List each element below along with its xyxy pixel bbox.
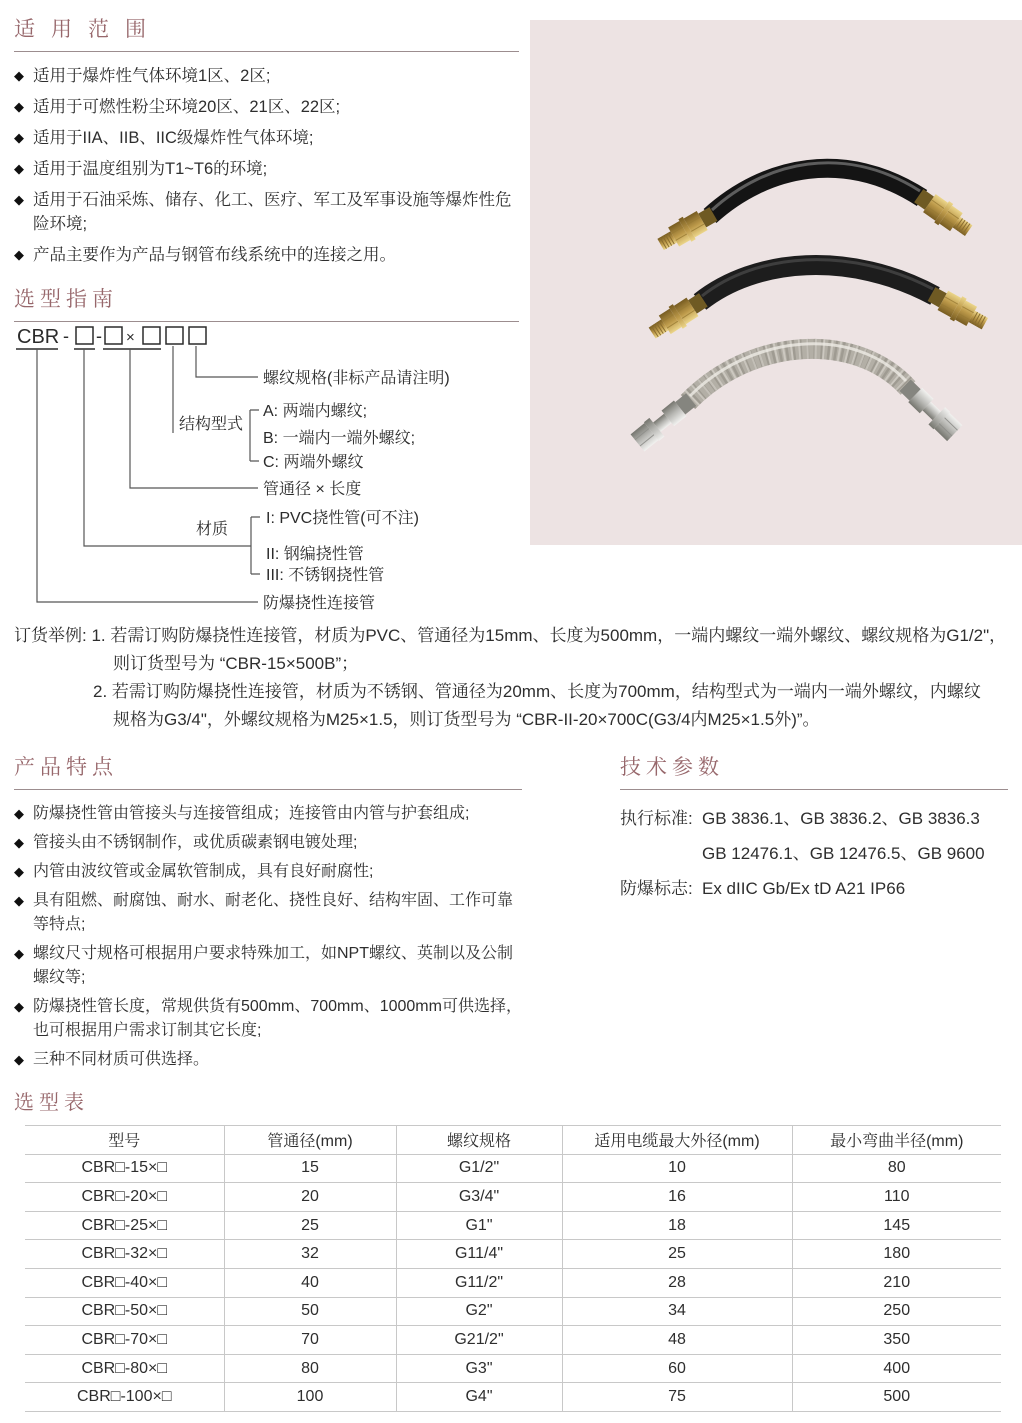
tech-exec-value-line1: GB 3836.1、GB 3836.2、GB 3836.3 <box>702 809 980 828</box>
header-min-bend-radius: 最小弯曲半径(mm) <box>792 1126 1001 1155</box>
table-row <box>25 1154 1001 1183</box>
diagram-lines <box>37 346 260 602</box>
features-rule <box>14 789 522 790</box>
list-item <box>14 64 519 88</box>
cell-thread: G1" <box>396 1211 562 1240</box>
hose-top-black-glossy <box>654 163 976 256</box>
brass-fitting <box>645 289 710 344</box>
bullet-diamond-icon: ◆ <box>14 192 24 207</box>
tech-row-standards <box>620 801 1008 836</box>
list-item <box>14 95 519 119</box>
label-product-name: 防爆挠性连接管 <box>263 595 376 612</box>
cell-thread: G4" <box>396 1383 562 1412</box>
list-item <box>14 831 522 855</box>
list-item <box>14 860 522 884</box>
list-item <box>14 995 522 1043</box>
scope-title: 适用范围 <box>14 18 162 41</box>
product-photo <box>530 20 1022 545</box>
tech-exec-label: 执行标准: <box>620 809 693 828</box>
bullet-diamond-icon: ◆ <box>14 893 24 908</box>
code-box-thread <box>189 327 206 344</box>
cell-diameter: 15 <box>224 1154 396 1183</box>
tech-exec-value-line2: GB 12476.1、GB 12476.5、GB 9600 <box>702 844 985 863</box>
cell-thread: G11/4" <box>396 1240 562 1269</box>
scope-rule <box>14 51 519 52</box>
bullet-diamond-icon: ◆ <box>14 946 24 961</box>
code-dash: - <box>96 326 102 346</box>
structure-option-b: B: 一端内一端外螺纹; <box>263 430 416 447</box>
list-item-text: 具有阻燃、耐腐蚀、耐水、耐老化、挠性良好、结构牢固、工作可靠等特点; <box>33 892 514 933</box>
list-item-text: 产品主要作为产品与钢管布线系统中的连接之用。 <box>33 246 396 264</box>
table-row <box>25 1326 1001 1355</box>
table-row <box>25 1183 1001 1212</box>
list-item-text: 适用于温度组别为T1~T6的环境; <box>33 160 268 178</box>
cell-max-cable-od: 16 <box>562 1183 792 1212</box>
list-item-text: 防爆挠性管由管接头与连接管组成；连接管由内管与护套组成; <box>33 805 470 822</box>
code-dash: - <box>63 326 69 346</box>
cell-model: CBR□-50×□ <box>25 1297 224 1326</box>
cell-min-bend-radius: 500 <box>792 1383 1001 1412</box>
cell-diameter: 25 <box>224 1211 396 1240</box>
cell-diameter: 100 <box>224 1383 396 1412</box>
cell-max-cable-od: 10 <box>562 1154 792 1183</box>
list-item-text: 适用于爆炸性气体环境1区、2区; <box>33 67 271 85</box>
tech-row-ex-mark <box>620 871 1008 906</box>
code-box-material <box>76 327 93 344</box>
cell-thread: G2" <box>396 1297 562 1326</box>
table-row <box>25 1211 1001 1240</box>
material-option-2: II: 钢编挠性管 <box>266 546 364 563</box>
label-thread-spec: 螺纹规格(非标产品请注明) <box>263 370 450 387</box>
code-box-diameter <box>105 327 122 344</box>
features-list <box>14 802 522 1072</box>
cell-model: CBR□-25×□ <box>25 1211 224 1240</box>
brass-fitting <box>654 203 720 256</box>
cell-max-cable-od: 48 <box>562 1326 792 1355</box>
cell-max-cable-od: 18 <box>562 1211 792 1240</box>
list-item-text: 适用于可燃性粉尘环境20区、21区、22区; <box>33 98 341 116</box>
ordering-line: 则订货型号为 “CBR-15×500B”； <box>113 654 359 673</box>
code-prefix: CBR <box>17 326 60 348</box>
selection-table-section <box>14 1086 1009 1412</box>
code-box-length <box>143 327 160 344</box>
tech-ex-mark-value: Ex dIIC Gb/Ex tD A21 IP66 <box>702 879 906 898</box>
bullet-diamond-icon: ◆ <box>14 864 24 879</box>
cell-max-cable-od: 28 <box>562 1268 792 1297</box>
bullet-diamond-icon: ◆ <box>14 130 24 145</box>
table-header-row <box>25 1126 1001 1155</box>
tech-params-section <box>620 751 1008 906</box>
list-item <box>14 126 519 150</box>
list-item-text: 适用于IIA、IIB、IIC级爆炸性气体环境; <box>33 129 314 147</box>
hose-middle-black <box>645 260 991 344</box>
cell-max-cable-od: 25 <box>562 1240 792 1269</box>
header-model: 型号 <box>25 1126 224 1155</box>
cell-thread: G11/2" <box>396 1268 562 1297</box>
list-item-text: 三种不同材质可供选择。 <box>33 1051 210 1068</box>
cell-diameter: 40 <box>224 1268 396 1297</box>
cell-thread: G1/2" <box>396 1154 562 1183</box>
guide-rule <box>14 321 519 322</box>
cell-model: CBR□-100×□ <box>25 1383 224 1412</box>
bullet-diamond-icon: ◆ <box>14 1052 24 1067</box>
table-row <box>25 1383 1001 1412</box>
header-max-cable-od: 适用电缆最大外径(mm) <box>562 1126 792 1155</box>
material-option-1: I: PVC挠性管(可不注) <box>266 510 419 527</box>
structure-option-c: C: 两端外螺纹 <box>263 454 364 471</box>
selection-table <box>25 1125 1001 1412</box>
list-item <box>14 157 519 181</box>
table-row <box>25 1240 1001 1269</box>
brass-fitting <box>911 185 976 241</box>
selection-table-title: 选型表 <box>14 1092 89 1114</box>
cell-diameter: 70 <box>224 1326 396 1355</box>
ordering-examples <box>14 622 1016 734</box>
table-row <box>25 1354 1001 1383</box>
tech-ex-mark-label: 防爆标志: <box>620 879 693 898</box>
list-item <box>14 942 522 990</box>
material-option-3: III: 不锈钢挠性管 <box>266 567 385 584</box>
cell-min-bend-radius: 210 <box>792 1268 1001 1297</box>
cell-model: CBR□-40×□ <box>25 1268 224 1297</box>
bullet-diamond-icon: ◆ <box>14 161 24 176</box>
list-item <box>14 243 519 267</box>
list-item-text: 防爆挠性管长度，常规供货有500mm、700mm、1000mm可供选择，也可根据用户需求订制其它长度; <box>33 998 522 1039</box>
tech-title: 技术参数 <box>620 756 724 779</box>
ordering-line: 订货举例: 1. 若需订购防爆挠性连接管，材质为PVC、管通径为15mm、长度为500mm，一端内螺纹一端外螺纹、螺纹规格为G1/2"， <box>14 626 1007 645</box>
tech-exec-label-spacer <box>620 836 702 871</box>
ordering-line: 2. 若需订购防爆挠性连接管，材质为不锈钢、管通径为20mm、长度为700mm，结构型式为一端内一端外螺纹，内螺纹 <box>93 682 981 701</box>
model-code-diagram <box>0 325 520 625</box>
cell-min-bend-radius: 400 <box>792 1354 1001 1383</box>
list-item-text: 内管由波纹管或金属软管制成，具有良好耐腐性; <box>33 863 374 880</box>
cell-diameter: 50 <box>224 1297 396 1326</box>
cell-model: CBR□-20×□ <box>25 1183 224 1212</box>
ordering-line: 规格为G3/4"，外螺纹规格为M25×1.5，则订货型号为 “CBR-II-20×700C(G3/4内M25×1.5外)”。 <box>113 710 820 729</box>
cell-thread: G3/4" <box>396 1183 562 1212</box>
scope-section <box>14 13 519 274</box>
structure-option-a: A: 两端内螺纹; <box>263 403 368 420</box>
cell-max-cable-od: 60 <box>562 1354 792 1383</box>
cell-min-bend-radius: 110 <box>792 1183 1001 1212</box>
table-row <box>25 1268 1001 1297</box>
features-title: 产品特点 <box>14 756 118 779</box>
cell-min-bend-radius: 180 <box>792 1240 1001 1269</box>
code-times: × <box>126 329 135 346</box>
bullet-diamond-icon: ◆ <box>14 835 24 850</box>
list-item-text: 管接头由不锈钢制作，或优质碳素钢电镀处理; <box>33 834 358 851</box>
tech-rule <box>620 789 1008 790</box>
features-section <box>14 751 522 1077</box>
list-item <box>14 1048 522 1072</box>
cell-max-cable-od: 75 <box>562 1383 792 1412</box>
bullet-diamond-icon: ◆ <box>14 99 24 114</box>
tech-rows <box>620 801 1008 906</box>
bullet-diamond-icon: ◆ <box>14 68 24 83</box>
cell-model: CBR□-32×□ <box>25 1240 224 1269</box>
cell-model: CBR□-80×□ <box>25 1354 224 1383</box>
product-photo-illustration <box>530 20 1022 545</box>
tech-row-standards-cont <box>620 836 1008 871</box>
cell-min-bend-radius: 145 <box>792 1211 1001 1240</box>
label-material: 材质 <box>196 521 229 538</box>
list-item-text: 适用于石油采炼、储存、化工、医疗、军工及军事设施等爆炸性危险环境; <box>33 191 512 233</box>
cell-min-bend-radius: 80 <box>792 1154 1001 1183</box>
cell-model: CBR□-15×□ <box>25 1154 224 1183</box>
bullet-diamond-icon: ◆ <box>14 806 24 821</box>
cell-diameter: 20 <box>224 1183 396 1212</box>
header-thread: 螺纹规格 <box>396 1126 562 1155</box>
steel-fitting <box>630 390 699 452</box>
scope-list <box>14 64 519 267</box>
cell-thread: G21/2" <box>396 1326 562 1355</box>
cell-min-bend-radius: 350 <box>792 1326 1001 1355</box>
guide-title: 选型指南 <box>14 288 118 311</box>
cell-min-bend-radius: 250 <box>792 1297 1001 1326</box>
code-box-structure <box>166 327 183 344</box>
hose-bottom-braided <box>630 344 963 452</box>
guide-section-header <box>14 283 519 322</box>
cell-max-cable-od: 34 <box>562 1297 792 1326</box>
list-item <box>14 188 519 236</box>
bullet-diamond-icon: ◆ <box>14 999 24 1014</box>
label-structure-type: 结构型式 <box>179 416 244 433</box>
list-item <box>14 802 522 826</box>
label-size: 管通径 × 长度 <box>263 481 362 498</box>
table-row <box>25 1297 1001 1326</box>
header-diameter: 管通径(mm) <box>224 1126 396 1155</box>
cell-model: CBR□-70×□ <box>25 1326 224 1355</box>
list-item-text: 螺纹尺寸规格可根据用户要求特殊加工，如NPT螺纹、英制以及公制螺纹等; <box>33 945 514 986</box>
cell-thread: G3" <box>396 1354 562 1383</box>
bullet-diamond-icon: ◆ <box>14 247 24 262</box>
cell-diameter: 80 <box>224 1354 396 1383</box>
cell-diameter: 32 <box>224 1240 396 1269</box>
steel-fitting <box>897 377 963 442</box>
list-item <box>14 889 522 937</box>
brass-fitting <box>925 283 991 335</box>
